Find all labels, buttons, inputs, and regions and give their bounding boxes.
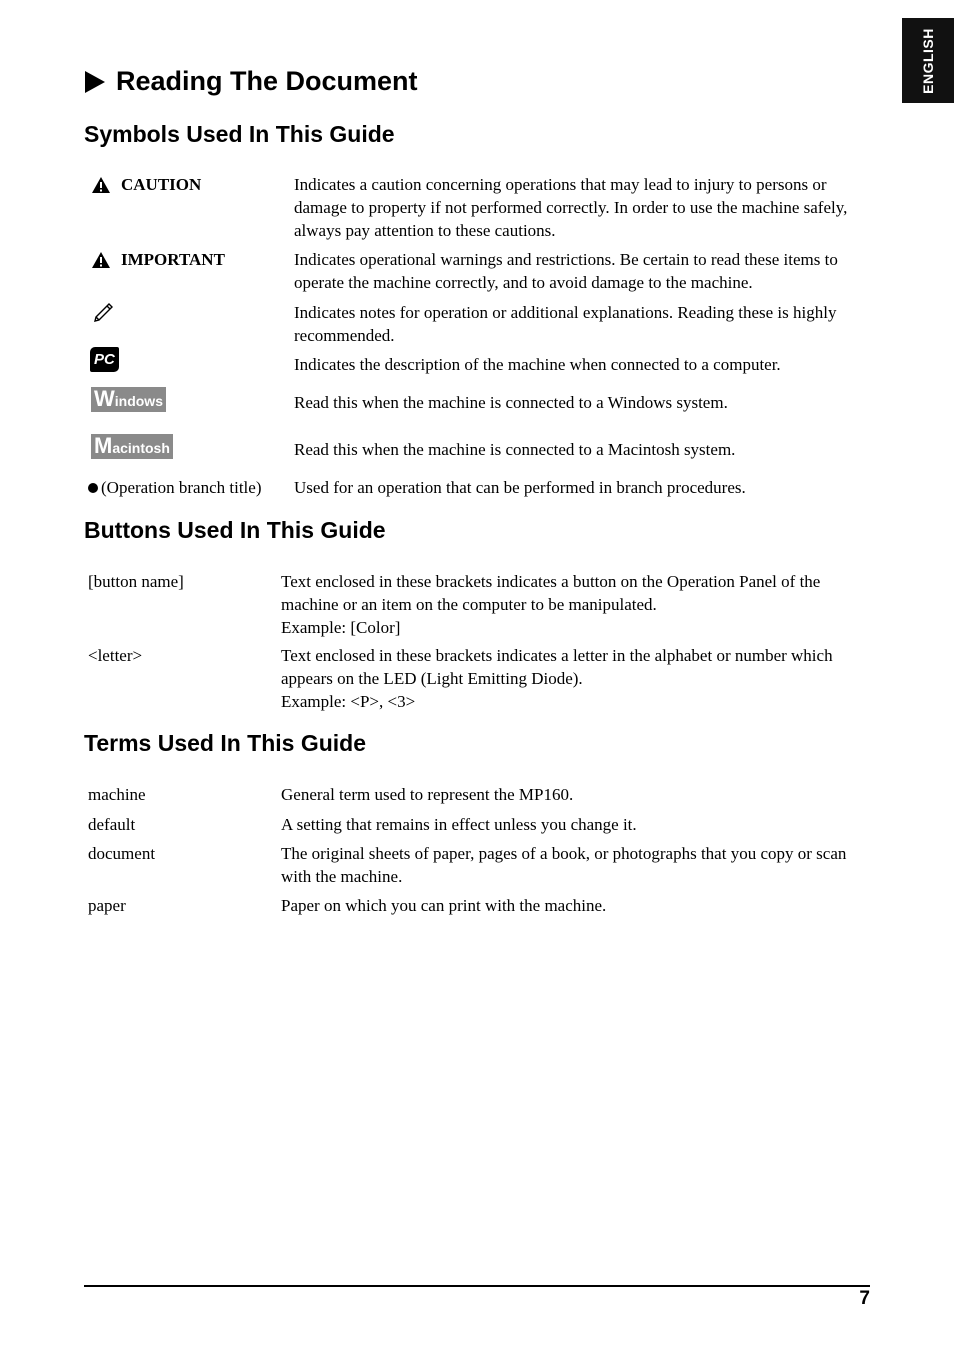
language-tab-label: ENGLISH <box>920 27 936 94</box>
term-description: The original sheets of paper, pages of a book, or photographs that you copy or scan with the machine. <box>281 844 847 886</box>
symbol-description: Read this when the machine is connected to a Windows system. <box>294 393 728 412</box>
symbol-term <box>88 434 173 459</box>
symbol-description: Used for an operation that can be performed in branch procedures. <box>294 478 746 497</box>
pc-icon: PC <box>90 347 119 372</box>
symbols-heading: Symbols Used In This Guide <box>84 121 395 147</box>
warning-triangle-icon <box>91 176 111 194</box>
term-name: machine <box>88 785 146 804</box>
term-description: General term used to represent the MP160. <box>281 785 574 804</box>
warning-triangle-icon <box>91 251 111 269</box>
button-description <box>281 570 871 639</box>
term-description: A setting that remains in effect unless you change it. <box>281 815 637 834</box>
button-description <box>281 644 871 713</box>
symbol-description: Read this when the machine is connected to a Macintosh system. <box>294 440 736 459</box>
symbol-description: Indicates the description of the machine when connected to a computer. <box>294 355 781 374</box>
branch-label: (Operation branch title) <box>101 478 262 497</box>
language-tab <box>902 18 954 103</box>
macintosh-badge-icon: Macintosh <box>91 434 173 459</box>
footer-rule <box>84 1285 870 1287</box>
button-description-text: Text enclosed in these brackets indicates a button on the Operation Panel of the machine or an item on the computer to be manipulated. <box>281 572 821 614</box>
term-name: default <box>88 815 136 834</box>
button-term: [button name] <box>88 572 184 591</box>
term-name: document <box>88 844 156 863</box>
symbol-term <box>88 387 166 412</box>
play-arrow-icon <box>84 70 106 94</box>
symbol-term <box>88 301 115 323</box>
bullet-icon <box>88 483 98 493</box>
term-description: Paper on which you can print with the machine. <box>281 896 607 915</box>
button-example: Example: [Color] <box>281 618 401 637</box>
buttons-heading: Buttons Used In This Guide <box>84 517 386 543</box>
symbol-description: Indicates operational warnings and restrictions. Be certain to read these items to operate the machine correctly, and to avoid damage to the machine. <box>294 250 838 292</box>
page-title-text: Reading The Document <box>116 66 418 96</box>
terms-heading: Terms Used In This Guide <box>84 730 367 756</box>
important-label: IMPORTANT <box>121 250 225 269</box>
symbol-description: Indicates a caution concerning operations that may lead to injury to persons or damage to property if not performed correctly. In order to use the machine safely, always pay attention to these cautions. <box>294 175 848 240</box>
page-title <box>84 66 418 97</box>
button-description-text: Text enclosed in these brackets indicates a letter in the alphabet or number which appears on the LED (Light Emitting Diode). <box>281 646 833 688</box>
windows-badge-icon: Windows <box>91 387 166 412</box>
button-term: <letter> <box>88 646 143 665</box>
symbol-term <box>88 248 225 271</box>
note-pencil-icon <box>91 301 115 323</box>
symbol-term <box>88 476 262 499</box>
term-name: paper <box>88 896 126 915</box>
symbol-term <box>88 347 119 372</box>
symbol-description: Indicates notes for operation or additional explanations. Reading these is highly recommended. <box>294 303 837 345</box>
symbol-term <box>88 173 201 196</box>
page-number: 7 <box>859 1288 870 1309</box>
button-example: Example: <P>, <3> <box>281 692 416 711</box>
caution-label: CAUTION <box>121 175 202 194</box>
